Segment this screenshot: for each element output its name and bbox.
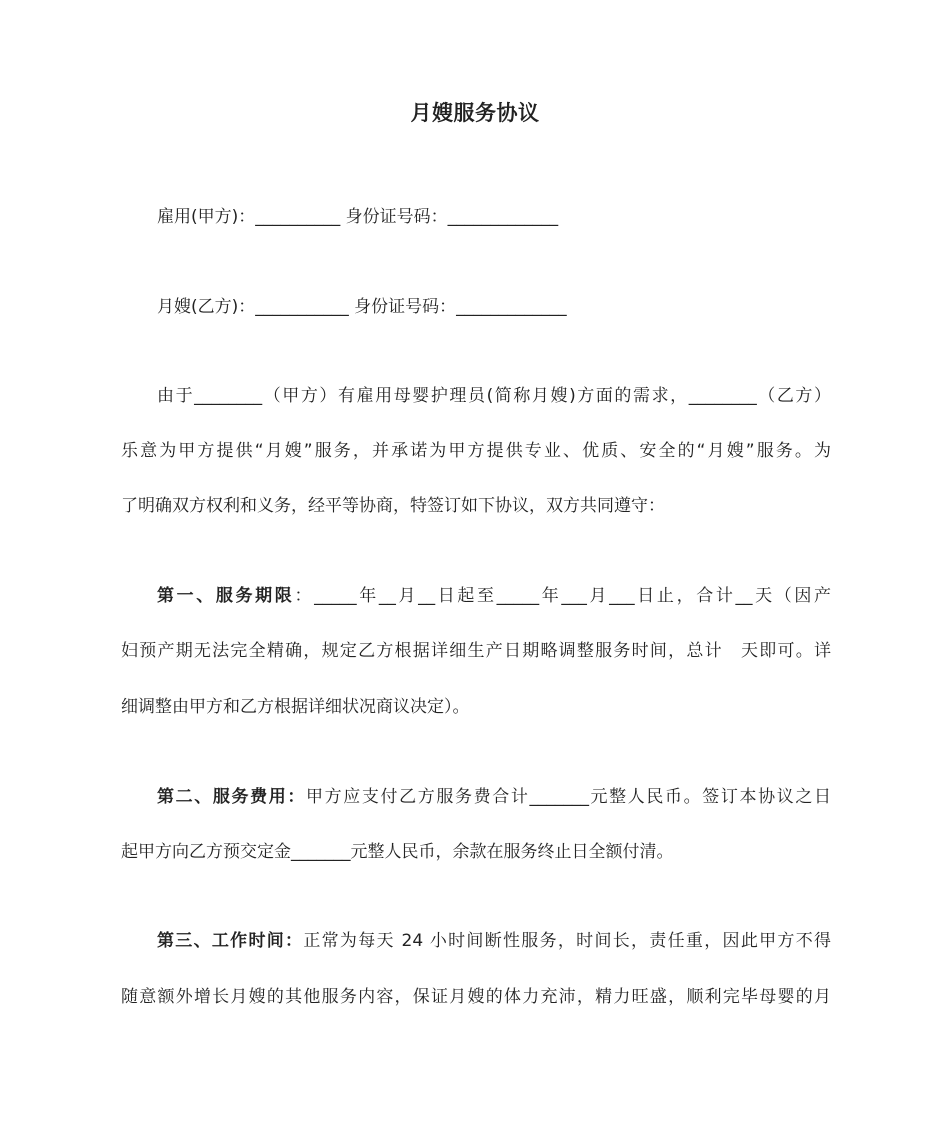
party-b-line: 月嫂(乙方)：___________ 身份证号码：_____________ — [157, 297, 567, 317]
party-a-line: 雇用(甲方)：__________ 身份证号码：_____________ — [157, 207, 559, 227]
clause-3-text: 正常为每天 24 小时间断性服务，时间长，责任重，因此甲方不得 — [303, 931, 831, 951]
intro-line: 乐意为甲方提供“月嫂”服务，并承诺为甲方提供专业、优质、安全的“月嫂”服务。为 — [121, 441, 831, 461]
intro-line: 了明确双方权利和义务，经平等协商，特签订如下协议，双方共同遵守： — [121, 496, 665, 516]
clause-3-line: 随意额外增长月嫂的其他服务内容，保证月嫂的体力充沛，精力旺盛，顺利完毕母婴的月 — [121, 987, 831, 1007]
clause-1-line: 细调整由甲方和乙方根据详细状况商议决定）。 — [121, 697, 470, 717]
clause-3-heading: 第三、工作时间： — [157, 931, 304, 951]
clause-3-first-line — [157, 929, 831, 953]
clause-1-text: ：_____年__月__日起至_____年___月___日止，合计__天（因产 — [294, 586, 832, 606]
clause-1-first-line — [157, 584, 831, 608]
clause-2-line: 起甲方向乙方预交定金_______元整人民币，余款在服务终止日全额付清。 — [121, 842, 674, 862]
clause-2-text: 甲方应支付乙方服务费合计_______元整人民币。签订本协议之日 — [305, 787, 832, 807]
clause-2-heading: 第二、服务费用： — [157, 787, 306, 807]
document-title: 月嫂服务协议 — [410, 101, 540, 125]
intro-line: 由于________（甲方）有雇用母婴护理员(简称月嫂)方面的需求，________（乙方） — [157, 386, 831, 406]
clause-1-line: 妇预产期无法完全精确，规定乙方根据详细生产日期略调整服务时间，总计 天即可。详 — [121, 641, 831, 661]
clause-1-heading: 第一、服务期限 — [157, 586, 295, 606]
clause-2-first-line — [157, 785, 831, 809]
